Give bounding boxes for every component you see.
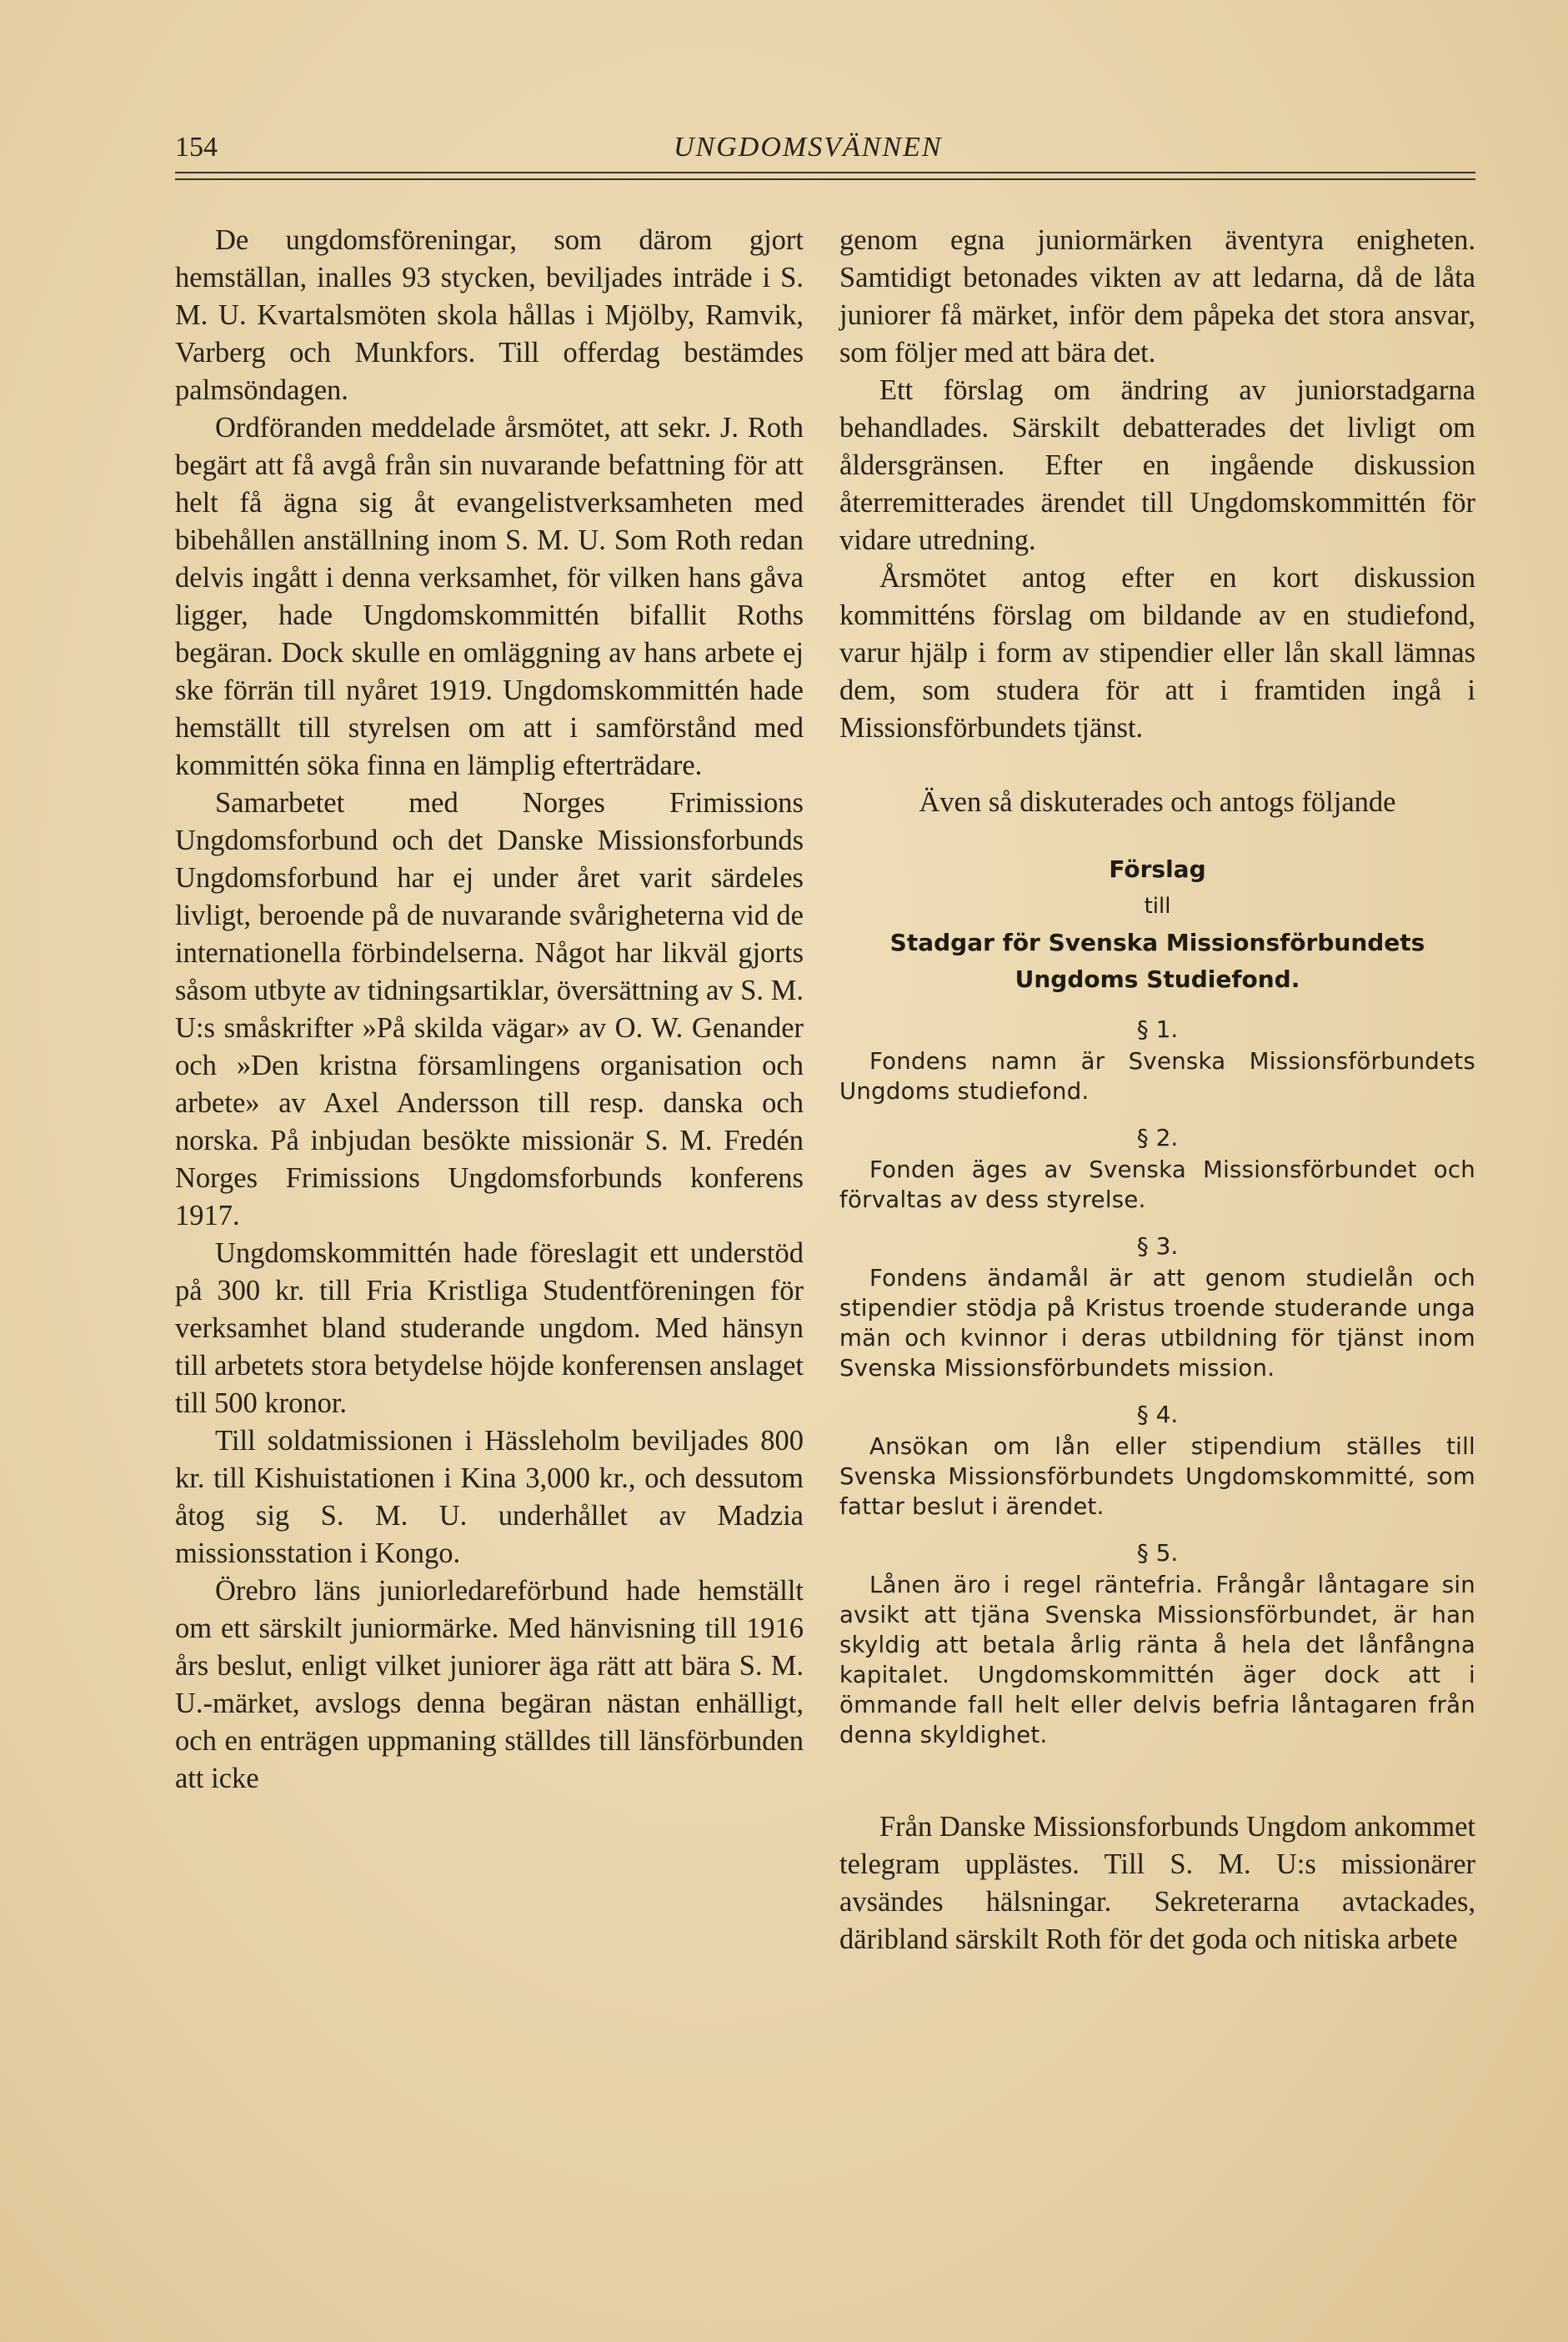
- paragraph: Samarbetet med Norges Frimissions Ungdomsforbund och det Danske Missionsforbunds Ungdomsforbund har ej under året varit särdeles livligt, beroende på de nuvarande svårigheterna vid de internationella förbindelserna. Något har likväl gjorts såsom utbyte av tidningsartiklar, översättning av S. M. U:s småskrifter »På skilda vägar» av O. W. Genander och »Den kristna församlingens organisation och arbete» av Axel Andersson till resp. danska och norska. På inbjudan besökte missionär S. M. Fredén Norges Frimissions Ungdomsforbunds konferens 1917.: [175, 787, 804, 1231]
- section-sign: § 3.: [1136, 1232, 1179, 1260]
- paragraph: Ungdomskommittén hade föreslagit ett understöd på 300 kr. till Fria Kristliga Studentföreningen för verksamhet bland studerande ungdom. Med hänsyn till arbetets stora betydelse höjde konferensen anslaget till 500 kronor.: [175, 1237, 804, 1419]
- running-head: UNGDOMSVÄNNEN: [674, 132, 943, 163]
- section-text: Fonden äges av Svenska Missionsförbundet och förvaltas av dess styrelse.: [839, 1156, 1475, 1213]
- statute-section: [839, 1230, 1475, 1383]
- page-header: [175, 132, 1475, 167]
- heading-line-1: Förslag: [1109, 855, 1206, 883]
- closing-paragraph: Från Danske Missionsforbunds Ungdom ankommet telegram upplästes. Till S. M. U:s missionärer avsändes hälsningar. Sekreterarna avtackades, däribland särskilt Roth för det goda och nitiska arbete: [839, 1811, 1475, 1955]
- statute-section: [839, 1398, 1475, 1522]
- intro-line: Även så diskuterades och antogs följande: [919, 786, 1396, 818]
- section-text: Ansökan om lån eller stipendium ställes till Svenska Missionsförbundets Ungdomskommitté, som fattar beslut i ärendet.: [839, 1433, 1475, 1520]
- header-rule-top: [175, 172, 1475, 173]
- statute-section: [839, 1121, 1475, 1215]
- paragraph: De ungdomsföreningar, som därom gjort hemställan, inalles 93 stycken, beviljades inträde i S. M. U. Kvartalsmöten skola hållas i Mjölby, Ramvik, Varberg och Munkfors. Till offerdag bestämdes palmsöndagen.: [175, 224, 804, 406]
- paragraph: Till soldatmissionen i Hässleholm beviljades 800 kr. till Kishuistationen i Kina 3,000 kr., och dessutom åtog sig S. M. U. underhållet av Madzia missionsstation i Kongo.: [175, 1425, 804, 1569]
- statute-heading: [839, 851, 1475, 998]
- section-text: Lånen äro i regel räntefria. Frångår låntagare sin avsikt att tjäna Svenska Missionsförbundet, är han skyldig att betala årlig ränta å hela det lånfångna kapitalet. Ungdomskommittén äger dock att i ömmande fall helt eller delvis befria låntagaren från denna skyldighet.: [839, 1572, 1475, 1748]
- right-column: [839, 222, 1475, 1958]
- section-text: Fondens namn är Svenska Missionsförbundets Ungdoms studiefond.: [839, 1048, 1475, 1105]
- section-sign: § 1.: [1136, 1016, 1179, 1043]
- statute-section: [839, 1013, 1475, 1106]
- statute-section: [839, 1537, 1475, 1750]
- paragraph: genom egna juniormärken äventyra enigheten. Samtidigt betonades vikten av att ledarna, då de låta juniorer få märket, inför dem påpeka det stora ansvar, som följer med att bära det.: [839, 224, 1475, 369]
- section-sign: § 2.: [1136, 1124, 1179, 1151]
- section-text: Fondens ändamål är att genom studielån och stipendier stödja på Kristus troende studerande unga män och kvinnor i deras utbildning för tjänst inom Svenska Missionsförbundets mission.: [839, 1265, 1475, 1382]
- section-sign: § 5.: [1136, 1539, 1179, 1567]
- paragraph: Ett förslag om ändring av juniorstadgarna behandlades. Särskilt debatterades det livligt om åldersgränsen. Efter en ingående diskussion återremitterades ärendet till Ungdomskommittén för vidare utredning.: [839, 374, 1475, 556]
- paragraph: Örebro läns juniorledareförbund hade hemställt om ett särskilt juniormärke. Med hänvisning till 1916 års beslut, enligt vilket juniorer äga rätt att bära S. M. U.-märket, avslogs denna begäran nästan enhälligt, och en enträgen uppmaning ställdes till länsförbunden att icke: [175, 1575, 804, 1794]
- paragraph: Årsmötet antog efter en kort diskussion kommitténs förslag om bildande av en studiefond, varur hjälp i form av stipendier eller lån skall lämnas dem, som studera för att i framtiden ingå i Missionsförbundets tjänst.: [839, 562, 1475, 744]
- left-column: [175, 222, 804, 1798]
- heading-line-3: Stadgar för Svenska Missionsförbundets Ungdoms Studiefond.: [889, 929, 1425, 993]
- page-number: 154: [175, 132, 218, 163]
- heading-line-2: till: [1144, 894, 1171, 919]
- paragraph: Ordföranden meddelade årsmötet, att sekr. J. Roth begärt att få avgå från sin nuvarande befattning för att helt få ägna sig åt evangelistverksamheten med bibehållen anställning inom S. M. U. Som Roth redan delvis ingått i denna verksamhet, för vilken hans gåva ligger, hade Ungdomskommittén bifallit Roths begäran. Dock skulle en omläggning av hans arbete ej ske förrän till nyåret 1919. Ungdomskommittén hade hemställt till styrelsen om att i samförstånd med kommittén söka finna en lämplig efterträdare.: [175, 412, 804, 781]
- section-sign: § 4.: [1136, 1401, 1179, 1428]
- header-rule-bottom: [175, 178, 1475, 180]
